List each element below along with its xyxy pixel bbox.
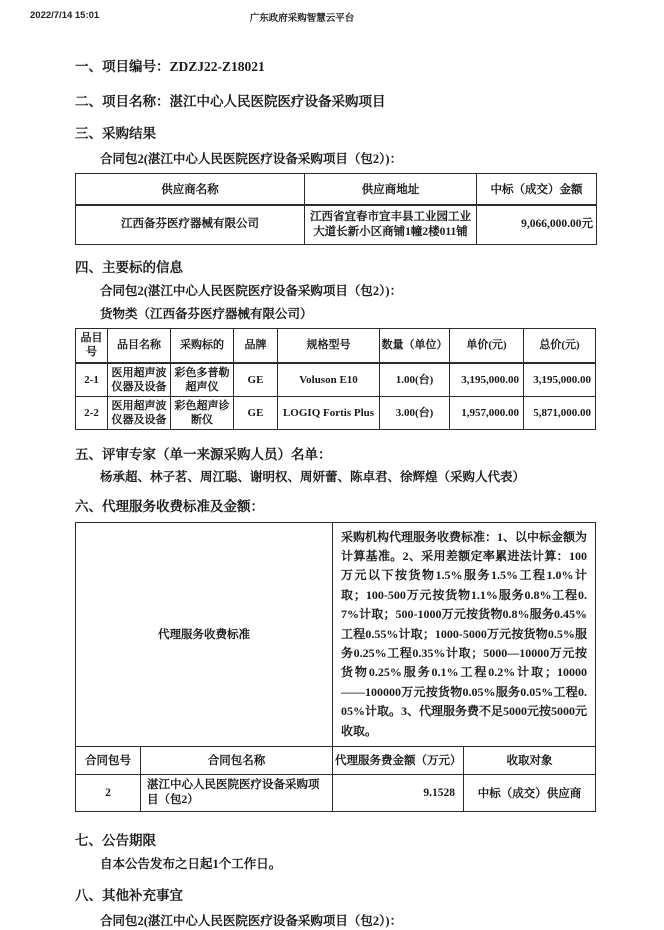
section-subject-heading: 四、主要标的信息 bbox=[75, 260, 183, 275]
cell-quantity: 1.00(台) bbox=[380, 363, 450, 397]
col-header-package-no: 合同包号 bbox=[76, 746, 141, 774]
items-table bbox=[75, 328, 596, 430]
experts-names: 杨承超、林子茗、周江聪、谢明权、周妍蕾、陈卓君、徐辉煌（采购人代表） bbox=[100, 469, 526, 484]
col-header-unit-price: 单价(元) bbox=[450, 329, 524, 363]
cell-item-no: 2-2 bbox=[76, 396, 108, 429]
cell-package-name: 湛江中心人民医院医疗设备采购项目（包2） bbox=[141, 774, 333, 811]
project-name-line: 二、项目名称：湛江中心人民医院医疗设备采购项目 bbox=[75, 94, 386, 109]
site-title: 广东政府采购智慧云平台 bbox=[249, 13, 355, 24]
section-other-heading: 八、其他补充事宜 bbox=[75, 887, 183, 903]
items-header-row bbox=[76, 329, 596, 363]
col-header-fee-amount: 代理服务费金额（万元） bbox=[333, 746, 464, 774]
item-row bbox=[76, 396, 596, 429]
col-header-quantity: 数量（单位） bbox=[380, 329, 450, 363]
fee-standard-row bbox=[76, 522, 596, 746]
supplier-row bbox=[76, 205, 597, 245]
col-header-fee-payer: 收取对象 bbox=[464, 746, 596, 774]
cell-fee-standard-text: 采购机构代理服务收费标准：1、以中标金额为计算基准。2、采用差额定率累进法计算：100万元以下按货物1.5%服务1.5%工程1.0%计取；100-500万元按货物1.1%服务0.8%工程0.7%计取；500-1000万元按货物0.8%服务0.45%工程0.55%计取；1000-5000万元按货物0.5%服务0.25%工程0.35%计取；5000—10000万元按货物0.25%服务0.1%工程0.2%计取；10000——100000万元按货物0.05%服务0.05%工程0.05%计取。3、代理服务费不足5000元按5000元收取。 bbox=[333, 522, 596, 746]
section-result-heading: 三、采购结果 bbox=[75, 126, 156, 141]
cell-unit-price: 1,957,000.00 bbox=[450, 396, 524, 429]
cell-total-price: 5,871,000.00 bbox=[524, 396, 596, 429]
col-header-package-name: 合同包名称 bbox=[141, 746, 333, 774]
notice-period-content: 自本公告发布之日起1个工作日。 bbox=[100, 856, 282, 871]
fee-header-row bbox=[76, 746, 596, 774]
agency-fee-table bbox=[75, 522, 596, 812]
cell-procure-subject: 彩色超声诊断仪 bbox=[171, 396, 234, 429]
col-header-supplier-address: 供应商地址 bbox=[305, 174, 477, 205]
col-header-model: 规格型号 bbox=[278, 329, 380, 363]
col-header-item-name: 品目名称 bbox=[108, 329, 171, 363]
cell-total-price: 3,195,000.00 bbox=[524, 363, 596, 397]
cell-fee-amount: 9.1528 bbox=[333, 774, 464, 811]
fee-data-row bbox=[76, 774, 596, 811]
cell-procure-subject: 彩色多普勒超声仪 bbox=[171, 363, 234, 397]
cell-item-name: 医用超声波仪器及设备 bbox=[108, 396, 171, 429]
section-notice-period-heading: 七、公告期限 bbox=[75, 832, 156, 848]
col-header-procure-subject: 采购标的 bbox=[171, 329, 234, 363]
cell-brand: GE bbox=[234, 363, 278, 397]
print-header bbox=[0, 0, 664, 24]
cell-supplier-name: 江西备芬医疗器械有限公司 bbox=[76, 205, 305, 245]
cell-model: Voluson E10 bbox=[278, 363, 380, 397]
cell-award-amount: 9,066,000.00元 bbox=[477, 205, 597, 245]
cell-item-no: 2-1 bbox=[76, 363, 108, 397]
col-header-item-no: 品目号 bbox=[76, 329, 108, 363]
col-header-brand: 品牌 bbox=[234, 329, 278, 363]
col-header-total-price: 总价(元) bbox=[524, 329, 596, 363]
print-datetime: 2022/7/14 15:01 bbox=[30, 10, 100, 21]
cell-fee-payer: 中标（成交）供应商 bbox=[464, 774, 596, 811]
col-header-supplier-name: 供应商名称 bbox=[76, 174, 305, 205]
cell-quantity: 3.00(台) bbox=[380, 396, 450, 429]
col-header-award-amount: 中标（成交）金额 bbox=[477, 174, 597, 205]
cell-package-no: 2 bbox=[76, 774, 141, 811]
cell-fee-standard-label: 代理服务收费标准 bbox=[76, 522, 333, 746]
supplier-header-row bbox=[76, 174, 597, 205]
cell-model: LOGIQ Fortis Plus bbox=[278, 396, 380, 429]
section-agency-fee-heading: 六、代理服务收费标准及金额： bbox=[75, 498, 264, 514]
project-number-line: 一、项目编号：ZDZJ22-Z18021 bbox=[75, 59, 265, 74]
supplier-table bbox=[75, 173, 597, 245]
subject-category-line: 货物类（江西备芬医疗器械有限公司） bbox=[100, 307, 313, 321]
document-body bbox=[75, 58, 596, 930]
cell-supplier-address: 江西省宜春市宜丰县工业园工业大道长新小区商铺1幢2楼011铺 bbox=[305, 205, 477, 245]
subject-package-line: 合同包2(湛江中心人民医院医疗设备采购项目（包2）)： bbox=[100, 284, 403, 298]
cell-unit-price: 3,195,000.00 bbox=[450, 363, 524, 397]
cell-item-name: 医用超声波仪器及设备 bbox=[108, 363, 171, 397]
other-content: 合同包2(湛江中心人民医院医疗设备采购项目（包2）)： bbox=[100, 913, 403, 928]
cell-brand: GE bbox=[234, 396, 278, 429]
section-experts-heading: 五、评审专家（单一来源采购人员）名单： bbox=[75, 446, 332, 462]
item-row bbox=[76, 363, 596, 397]
result-package-line: 合同包2(湛江中心人民医院医疗设备采购项目（包2）)： bbox=[100, 152, 403, 166]
